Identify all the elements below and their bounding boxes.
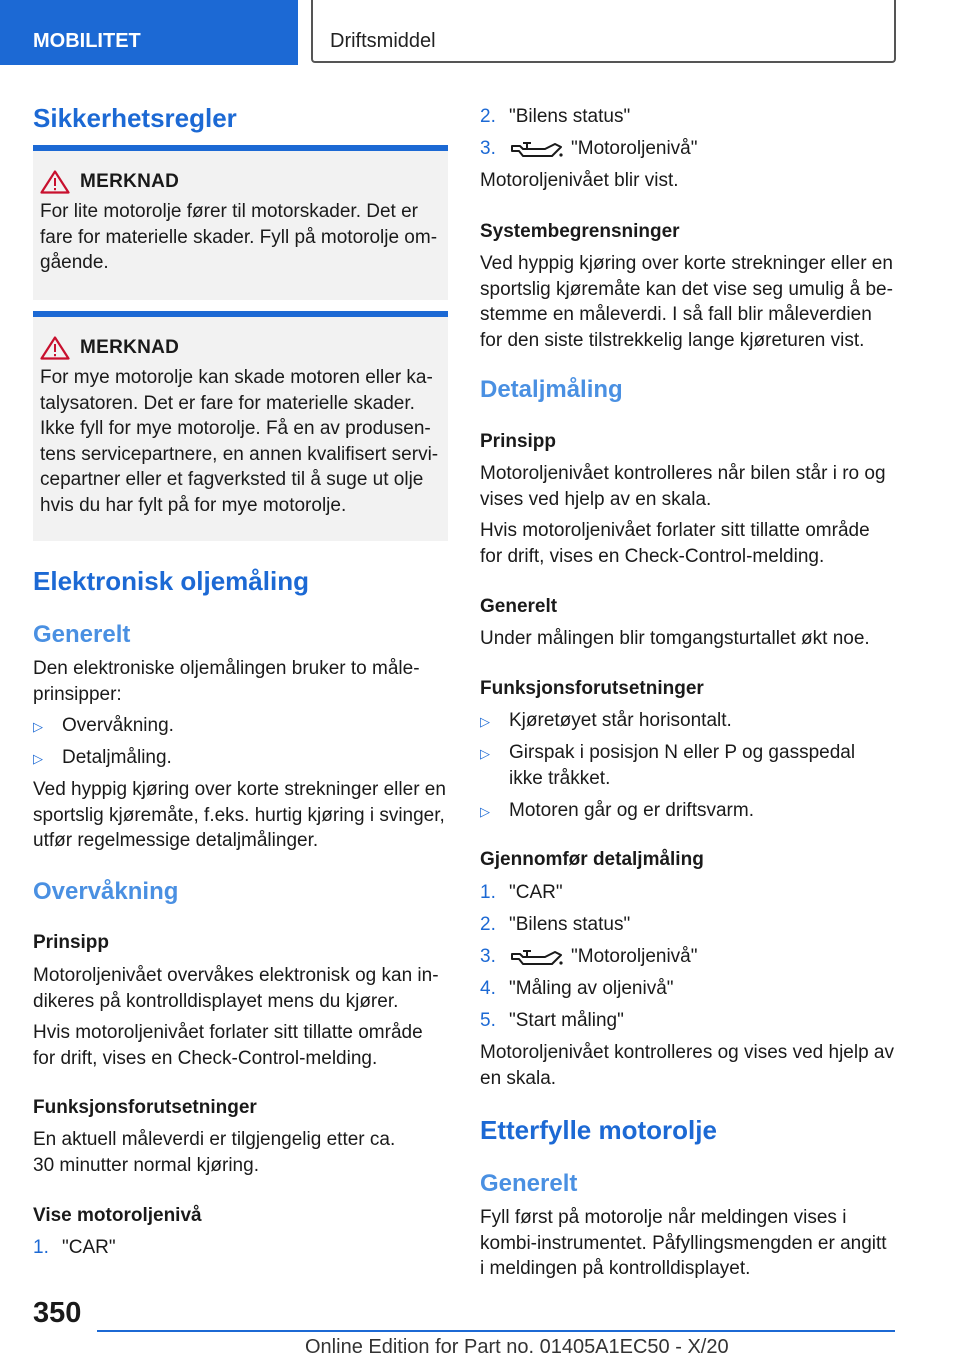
list-item: 3. "Motoroljenivå" [480,138,698,159]
driving-text: Ved hyppig kjøring over korte strekninger eller en sportslig kjøremåte, f.eks. hurtig kjøring i svinger, utfør regelmessige detaljmålinger. [33,779,446,851]
footer-divider [97,1330,895,1332]
list-item: ▷ Overvåkning. [33,713,448,739]
heading-safety: Sikkerhetsregler [33,103,237,133]
general-text: Under målingen blir tomgangsturtallet økt noe. [480,628,870,649]
footer-edition: Online Edition for Part no. 01405A1EC50 - X/20 [305,1336,729,1358]
notice-text: For lite motorolje fører til motorskader. Det er fare for materielle skader. Fyll på motorolje om-gående. [40,201,438,273]
heading-monitoring: Overvåkning [33,878,179,905]
chapter-tab: Driftsmiddel [311,0,896,63]
general-text: Den elektroniske oljemålingen bruker to måle-prinsipper: [33,658,420,705]
heading-general: Generelt [480,596,558,617]
heading-principle: Prinsipp [33,932,110,953]
triangle-bullet-icon: ▷ [33,751,43,766]
refill-text: Fyll først på motorolje når meldingen vises i kombi-instrumentet. Påfyllingsmengden er angitt i meldingen på kontrolldisplayet. [480,1207,887,1279]
heading-system-limits: Systembegrensninger [480,221,680,242]
heading-prerequisites: Funksjonsforutsetninger [480,678,704,699]
heading-electronic-oil: Elektronisk oljemåling [33,566,309,596]
section-tab: MOBILITET [0,0,298,65]
heading-refill-oil: Etterfylle motorolje [480,1115,717,1145]
notice-title: MERKNAD [80,171,180,192]
heading-prerequisites: Funksjonsforutsetninger [33,1097,257,1118]
perform-text: Motoroljenivået kontrolleres og vises ved hjelp av en skala. [480,1042,894,1089]
oil-level-shown-text: Motoroljenivået blir vist. [480,170,679,191]
notice-title: MERKNAD [80,337,180,358]
notice-text: For mye motorolje kan skade motoren eller ka-talysatoren. Det er fare for materielle skader. Ikke fyll for mye motorolje. Få en av produsen-tens servicepartnere, en annen kvalifisert servi-cepartner eller et fagverksted til å suge ut olje hvis du har fylt på for mye motorolje. [40,367,439,516]
oil-can-icon [509,946,563,968]
notice-box-2 [33,311,448,541]
heading-general: Generelt [33,621,131,648]
list-item: 4. "Måling av oljenivå" [480,978,674,999]
principle-text-1: Motoroljenivået overvåkes elektronisk og kan in-dikeres på kontrolldisplayet mens du kjører. [33,965,439,1012]
triangle-bullet-icon: ▷ [480,746,490,761]
heading-show-oil-level: Vise motoroljenivå [33,1205,202,1226]
list-item: ▷ Motoren går og er driftsvarm. [480,798,896,824]
triangle-bullet-icon: ▷ [480,714,490,729]
page-number: 350 [33,1297,82,1329]
oil-can-icon [509,138,563,160]
warning-triangle-icon [40,170,70,194]
triangle-bullet-icon: ▷ [480,804,490,819]
list-item: 1. "CAR" [33,1237,116,1258]
list-item: 2. "Bilens status" [480,914,631,935]
notice-box-1 [33,145,448,300]
heading-detail-measurement: Detaljmåling [480,376,623,403]
heading-perform-measurement: Gjennomfør detaljmåling [480,849,704,870]
heading-principle: Prinsipp [480,431,557,452]
heading-general: Generelt [480,1170,578,1197]
prerequisites-text: En aktuell måleverdi er tilgjengelig etter ca. 30 minutter normal kjøring. [33,1129,396,1176]
list-item: ▷ Kjøretøyet står horisontalt. [480,708,896,734]
list-item: 2. "Bilens status" [480,106,631,127]
principle-text-2: Hvis motoroljenivået forlater sitt tillatte område for drift, vises en Check-Control-melding. [33,1022,423,1069]
list-item: 5. "Start måling" [480,1010,624,1031]
warning-triangle-icon [40,336,70,360]
list-item: ▷ Girspak i posisjon N eller P og gasspedal ikke tråkket. [480,742,856,789]
detail-text-2: Hvis motoroljenivået forlater sitt tillatte område for drift, vises en Check-Control-melding. [480,520,870,567]
triangle-bullet-icon: ▷ [33,719,43,734]
list-item: ▷ Detaljmåling. [33,745,448,771]
list-item: 1. "CAR" [480,882,563,903]
limits-text: Ved hyppig kjøring over korte strekninger eller en sportslig kjøremåte kan det vise seg umulig å be-stemme en måleverdi. I så fall blir måleverdien for den siste tilstrekkelig lange kjøreturen vist. [480,253,893,351]
list-item: 3. "Motoroljenivå" [480,946,698,967]
detail-text-1: Motoroljenivået kontrolleres når bilen står i ro og vises ved hjelp av en skala. [480,463,886,510]
